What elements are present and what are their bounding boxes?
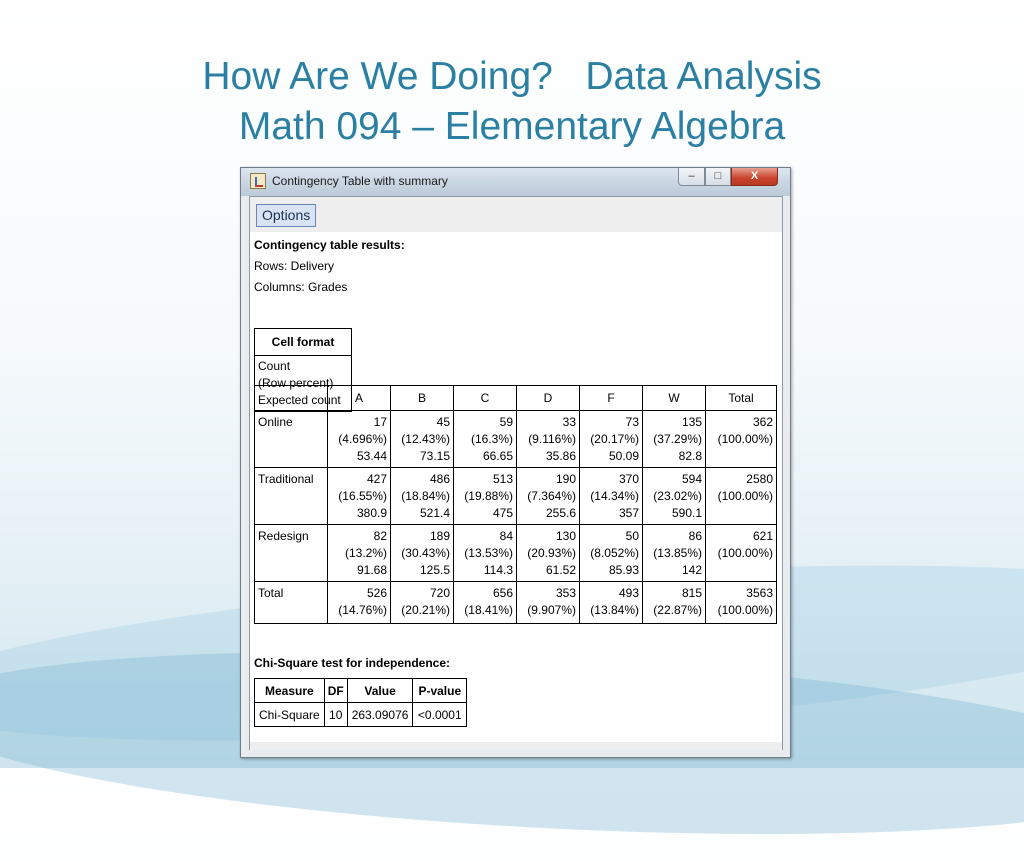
cell-count: 2580 (746, 472, 773, 486)
table-cell (706, 582, 777, 624)
cell-expected: 114.3 (483, 563, 513, 577)
cell-count: 84 (499, 529, 513, 543)
cell-expected: 255.6 (545, 506, 576, 520)
cell-expected: 53.44 (356, 449, 387, 463)
table-row (255, 411, 777, 468)
table-cell (706, 411, 777, 468)
cell-expected: 85.93 (608, 563, 639, 577)
table-cell (391, 582, 454, 624)
table-cell (706, 468, 777, 525)
cell-expected: 82.8 (678, 449, 702, 463)
cell-format-line: (Row percent) (258, 376, 334, 390)
cell-row-percent: (30.43%) (401, 546, 450, 560)
table-row (255, 703, 467, 727)
cell-count: 353 (555, 586, 576, 600)
table-cell: 10 (324, 703, 347, 727)
cell-expected: 91.68 (356, 563, 387, 577)
row-label: Online (255, 411, 328, 468)
cell-row-percent: (13.53%) (464, 546, 513, 560)
table-cell (391, 468, 454, 525)
slide-title (0, 52, 1024, 152)
cell-expected: 590.1 (671, 506, 702, 520)
table-cell (643, 468, 706, 525)
cell-row-percent: (13.85%) (653, 546, 702, 560)
table-cell (328, 582, 391, 624)
cell-row-percent: (18.84%) (401, 489, 450, 503)
table-cell (454, 411, 517, 468)
table-cell (328, 411, 391, 468)
table-cell (454, 525, 517, 582)
column-header: A (328, 386, 391, 411)
table-cell (580, 468, 643, 525)
column-header: F (580, 386, 643, 411)
table-cell (391, 411, 454, 468)
cell-row-percent: (18.41%) (464, 603, 513, 617)
cell-count: 493 (618, 586, 639, 600)
table-cell (706, 525, 777, 582)
row-label: Traditional (255, 468, 328, 525)
cell-expected: 521.4 (419, 506, 450, 520)
cell-row-percent: (20.93%) (527, 546, 576, 560)
column-header: W (643, 386, 706, 411)
table-cell (643, 525, 706, 582)
column-header: Value (347, 679, 413, 703)
column-header: Measure (255, 679, 325, 703)
close-button[interactable]: X (731, 168, 778, 186)
cell-count: 45 (436, 415, 450, 429)
cell-row-percent: (13.84%) (590, 603, 639, 617)
cell-expected: 66.65 (482, 449, 513, 463)
cell-count: 3563 (746, 586, 773, 600)
cell-format-line: Count (258, 359, 291, 373)
cell-row-percent: (12.43%) (401, 432, 450, 446)
cell-count: 526 (366, 586, 387, 600)
window-title: Contingency Table with summary (272, 174, 448, 188)
table-cell (517, 468, 580, 525)
cell-count: 656 (492, 586, 513, 600)
table-cell (454, 582, 517, 624)
table-cell (580, 582, 643, 624)
row-label: Total (255, 582, 328, 624)
cell-expected: 475 (492, 506, 513, 520)
toolbar (250, 197, 782, 232)
cell-count: 427 (366, 472, 387, 486)
cell-count: 86 (688, 529, 702, 543)
window-bottom-edge (250, 742, 782, 750)
cell-row-percent: (4.696%) (338, 432, 387, 446)
cell-count: 17 (373, 415, 387, 429)
cell-count: 594 (681, 472, 702, 486)
cell-expected: 50.09 (608, 449, 639, 463)
table-cell (580, 525, 643, 582)
cell-expected: 35.86 (545, 449, 576, 463)
table-cell (643, 582, 706, 624)
cell-expected: 380.9 (356, 506, 387, 520)
table-header-row (255, 386, 777, 411)
table-cell (328, 468, 391, 525)
cell-row-percent: (16.55%) (338, 489, 387, 503)
java-app-icon (250, 173, 266, 189)
cell-count: 362 (752, 415, 773, 429)
table-row (255, 525, 777, 582)
cell-row-percent: (22.87%) (653, 603, 702, 617)
row-label: Redesign (255, 525, 328, 582)
table-cell (580, 411, 643, 468)
cell-row-percent: (20.21%) (401, 603, 450, 617)
contingency-table (254, 385, 777, 624)
cell-row-percent: (23.02%) (653, 489, 702, 503)
slide-title-line-2: Math 094 – Elementary Algebra (238, 105, 786, 148)
cell-expected: 61.52 (545, 563, 576, 577)
table-cell: <0.0001 (413, 703, 467, 727)
results-panel (254, 232, 780, 749)
cell-row-percent: (100.00%) (717, 603, 773, 617)
app-window (240, 167, 791, 758)
table-cell (391, 525, 454, 582)
chi-square-heading: Chi-Square test for independence: (254, 656, 451, 670)
cell-count: 190 (555, 472, 576, 486)
cell-count: 513 (492, 472, 513, 486)
column-header: Total (706, 386, 777, 411)
column-header (255, 386, 328, 411)
cell-count: 82 (373, 529, 387, 543)
table-cell (517, 411, 580, 468)
cell-count: 370 (618, 472, 639, 486)
cell-count: 50 (625, 529, 639, 543)
table-header-row (255, 679, 467, 703)
cell-count: 720 (429, 586, 450, 600)
cell-row-percent: (8.052%) (590, 546, 639, 560)
cell-count: 189 (429, 529, 450, 543)
cell-row-percent: (16.3%) (470, 432, 513, 446)
cell-row-percent: (14.76%) (338, 603, 387, 617)
cell-row-percent: (20.17%) (590, 432, 639, 446)
column-header: D (517, 386, 580, 411)
maximize-button[interactable]: □ (705, 168, 731, 186)
table-cell: 263.09076 (347, 703, 413, 727)
table-cell (517, 582, 580, 624)
cell-row-percent: (100.00%) (717, 546, 773, 560)
cell-format-line: Expected count (258, 393, 341, 407)
table-row (255, 468, 777, 525)
columns-label: Columns: Grades (254, 280, 348, 294)
cell-row-percent: (100.00%) (717, 432, 773, 446)
cell-expected: 142 (681, 563, 702, 577)
results-heading: Contingency table results: (254, 238, 405, 252)
cell-expected: 73.15 (419, 449, 450, 463)
column-header: C (454, 386, 517, 411)
cell-row-percent: (7.364%) (527, 489, 576, 503)
table-cell (517, 525, 580, 582)
slide-title-line-1: How Are We Doing? Data Analysis (202, 55, 822, 98)
chi-square-table (254, 678, 467, 727)
cell-count: 130 (555, 529, 576, 543)
cell-row-percent: (9.907%) (527, 603, 576, 617)
cell-count: 135 (681, 415, 702, 429)
cell-row-percent: (19.88%) (464, 489, 513, 503)
table-cell (454, 468, 517, 525)
table-row (255, 582, 777, 624)
column-header: DF (324, 679, 347, 703)
window-content (249, 196, 783, 750)
table-cell: Chi-Square (255, 703, 325, 727)
column-header: B (391, 386, 454, 411)
rows-label: Rows: Delivery (254, 259, 335, 273)
cell-row-percent: (13.2%) (344, 546, 387, 560)
cell-row-percent: (37.29%) (653, 432, 702, 446)
cell-row-percent: (100.00%) (717, 489, 773, 503)
table-cell (328, 525, 391, 582)
cell-count: 59 (499, 415, 513, 429)
minimize-button[interactable]: – (678, 168, 705, 186)
cell-count: 33 (562, 415, 576, 429)
cell-count: 815 (681, 586, 702, 600)
window-titlebar[interactable] (241, 168, 790, 196)
cell-row-percent: (14.34%) (590, 489, 639, 503)
options-button[interactable]: Options (256, 204, 316, 227)
cell-count: 621 (752, 529, 773, 543)
column-header: P-value (413, 679, 467, 703)
cell-format-header: Cell format (255, 329, 352, 356)
table-cell (643, 411, 706, 468)
cell-expected: 357 (618, 506, 639, 520)
cell-expected: 125.5 (419, 563, 450, 577)
cell-count: 486 (429, 472, 450, 486)
cell-row-percent: (9.116%) (528, 432, 576, 446)
cell-count: 73 (625, 415, 639, 429)
